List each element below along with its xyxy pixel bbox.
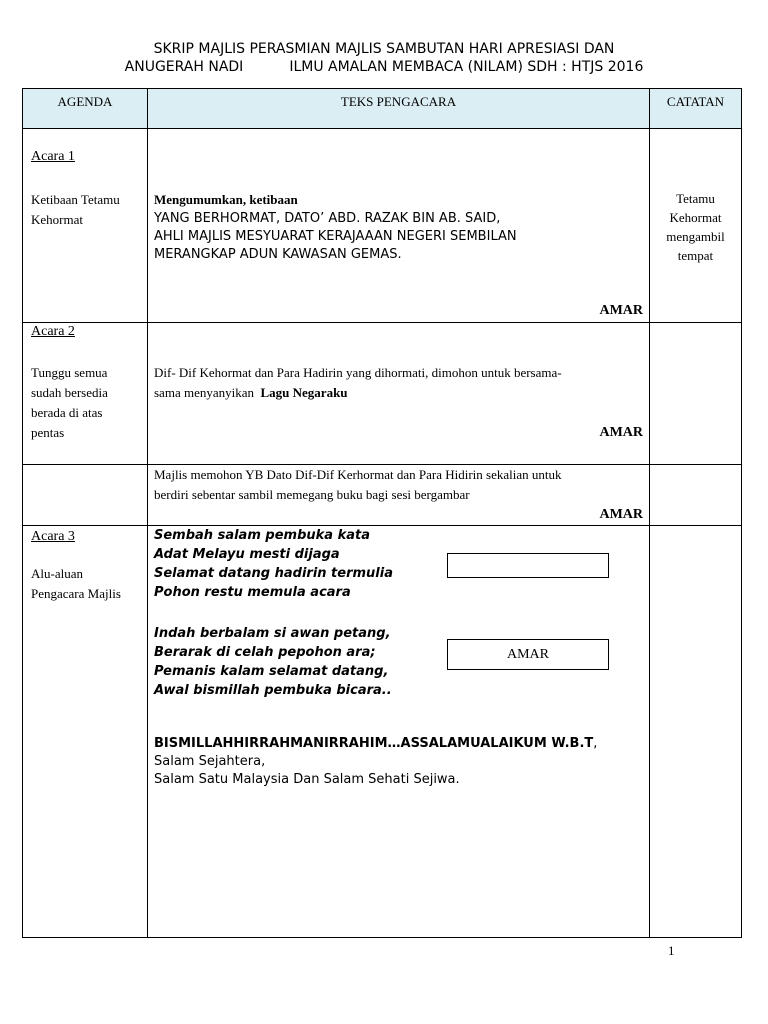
acara-1-label: Acara 1 — [31, 149, 75, 164]
acara-1-agenda — [31, 190, 120, 230]
header-catatan: CATATAN — [650, 89, 742, 129]
photo-session-speaker: AMAR — [599, 507, 643, 522]
agenda-line: Pengacara Majlis — [31, 586, 121, 601]
acara-1-guest-text — [154, 210, 517, 264]
title-part-right: ILMU AMALAN MEMBACA (NILAM) SDH : HTJS 2016 — [289, 59, 644, 75]
poem-line: Indah berbalam si awan petang, — [154, 626, 391, 641]
table-header-row — [23, 89, 742, 129]
poem-line: Pemanis kalam selamat datang, — [154, 664, 389, 679]
table-row-acara-1 — [23, 129, 742, 323]
note-line: tempat — [677, 248, 714, 263]
guest-line: AHLI MAJLIS MESYUARAT KERAJAAAN NEGERI SEMBILAN — [154, 229, 517, 244]
greeting-bismillah: BISMILLAHHIRRAHMANIRRAHIM…ASSALAMUALAIKUM W.B.T — [154, 736, 594, 751]
speaker-box-amar: AMAR — [447, 639, 609, 670]
greeting-line — [154, 735, 597, 753]
acara-2-speaker: AMAR — [599, 425, 643, 440]
note-line: Tetamu — [676, 191, 715, 206]
acara-2-label: Acara 2 — [31, 324, 75, 339]
poem-line: Sembah salam pembuka kata — [154, 528, 370, 543]
poem-line: Berarak di celah pepohon ara; — [154, 645, 376, 660]
agenda-line: Kehormat — [31, 212, 83, 227]
agenda-line: berada di atas — [31, 405, 103, 420]
acara-3-label: Acara 3 — [31, 529, 75, 544]
document-title-line-2 — [0, 58, 768, 76]
agenda-line: Alu-aluan — [31, 566, 83, 581]
acara-1-intro: Mengumumkan, ketibaan — [154, 192, 298, 207]
greeting-comma: , — [593, 736, 598, 751]
song-title: Lagu Negaraku — [260, 385, 348, 400]
header-teks-pengacara: TEKS PENGACARA — [148, 89, 650, 129]
acara-1-note — [650, 189, 741, 265]
text-line: Majlis memohon YB Dato Dif-Dif Kerhormat dan Para Hidirin sekalian untuk — [154, 467, 562, 482]
acara-2-text — [154, 363, 637, 403]
speaker-box-empty — [447, 553, 609, 578]
poem-line: Selamat datang hadirin termulia — [154, 566, 393, 581]
agenda-line: pentas — [31, 425, 65, 440]
title-part-left: ANUGERAH NADI — [124, 59, 244, 75]
page-number: 1 — [668, 943, 675, 958]
note-line: mengambil — [666, 229, 725, 244]
poem-line: Adat Melayu mesti dijaga — [154, 547, 340, 562]
photo-session-text — [154, 465, 637, 505]
text-line: berdiri sebentar sambil memegang buku bagi sesi bergambar — [154, 487, 470, 502]
note-line: Kehormat — [669, 210, 722, 225]
pantun-1 — [154, 526, 393, 602]
table-row-acara-2 — [23, 323, 742, 465]
text-line — [154, 383, 637, 403]
text-line: Dif- Dif Kehormat dan Para Hadirin yang dihormati, dimohon untuk bersama- — [154, 365, 562, 380]
agenda-line: Ketibaan Tetamu — [31, 192, 120, 207]
guest-line: YANG BERHORMAT, DATO’ ABD. RAZAK BIN AB. SAID, — [154, 211, 501, 226]
guest-line: MERANGKAP ADUN KAWASAN GEMAS. — [154, 247, 402, 262]
table-row-photo-session — [23, 465, 742, 526]
agenda-line: Tunggu semua — [31, 365, 108, 380]
acara-2-agenda — [31, 363, 108, 443]
header-agenda: AGENDA — [23, 89, 148, 129]
poem-line: Pohon restu memula acara — [154, 585, 351, 600]
document-title-line-1: SKRIP MAJLIS PERASMIAN MAJLIS SAMBUTAN HARI APRESIASI DAN — [153, 41, 615, 57]
acara-1-speaker: AMAR — [599, 303, 643, 318]
acara-3-agenda — [31, 564, 121, 604]
agenda-line: sudah bersedia — [31, 385, 108, 400]
script-table — [22, 88, 742, 938]
greeting-line: Salam Satu Malaysia Dan Salam Sehati Sejiwa. — [154, 772, 460, 787]
table-row-acara-3 — [23, 526, 742, 938]
text-fragment: sama menyanyikan — [154, 385, 254, 400]
greeting-line: Salam Sejahtera, — [154, 754, 266, 769]
poem-line: Awal bismillah pembuka bicara.. — [154, 683, 392, 698]
pantun-2 — [154, 624, 392, 700]
opening-greeting — [154, 735, 597, 789]
